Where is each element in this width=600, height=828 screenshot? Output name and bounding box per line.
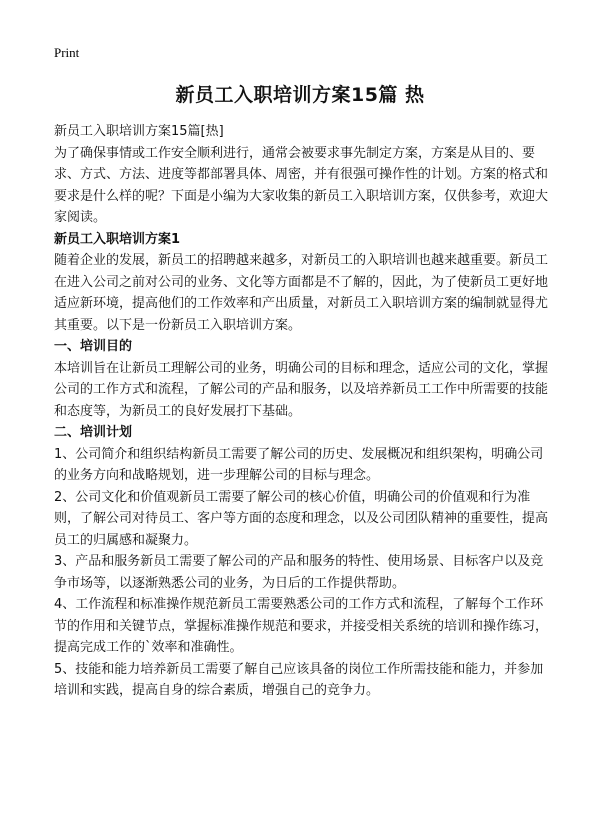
document-body bbox=[54, 121, 550, 702]
section-heading: 一、培训目的 bbox=[54, 339, 133, 354]
list-item: 3、产品和服务新员工需要了解公司的产品和服务的特性、使用场景、目标客户以及竞争市场等，以逐渐熟悉公司的业务，为日后的工作提供帮助。 bbox=[54, 554, 544, 591]
list-item: 2、公司文化和价值观新员工需要了解公司的核心价值，明确公司的价值观和行为准则，了解公司对待员工、客户等方面的态度和理念，以及公司团队精神的重要性，提高员工的归属感和凝聚力。 bbox=[54, 489, 549, 548]
list-item: 4、工作流程和标准操作规范新员工需要熟悉公司的工作方式和流程，了解每个工作环节的作用和关键节点，掌握标准操作规范和要求，并接受相关系统的培训和操作练习，提高完成工作的`效率和准确性。 bbox=[54, 597, 549, 655]
list-item: 5、技能和能力培养新员工需要了解自己应该具备的岗位工作所需技能和能力，并参加培训和实践，提高自身的综合素质，增强自己的竞争力。 bbox=[54, 661, 544, 698]
intro-paragraph: 为了确保事情或工作安全顺利进行，通常会被要求事先制定方案，方案是从目的、要求、方式、方法、进度等都部署具体、周密，并有很强可操作性的计划。方案的格式和要求是什么样的呢？下面是小编为大家收集的新员工入职培训方案，仅供参考，欢迎大家阅读。 bbox=[54, 145, 549, 225]
page-title: 新员工入职培训方案15篇 热 bbox=[175, 84, 425, 106]
list-item: 1、公司简介和组织结构新员工需要了解公司的历史、发展概况和组织架构，明确公司的业务方向和战略规划，进一步理解公司的目标与理念。 bbox=[54, 446, 544, 483]
document-subtitle: 新员工入职培训方案15篇[热] bbox=[54, 124, 224, 139]
print-link[interactable]: Print bbox=[54, 45, 80, 60]
paragraph: 本培训旨在让新员工理解公司的业务，明确公司的目标和理念，适应公司的文化，掌握公司的工作方式和流程，了解公司的产品和服务，以及培养新员工工作中所需要的技能和态度等，为新员工的良好发展打下基础。 bbox=[54, 360, 549, 419]
section-heading: 二、培训计划 bbox=[54, 425, 133, 440]
paragraph: 随着企业的发展，新员工的招聘越来越多，对新员工的入职培训也越来越重要。新员工在进入公司之前对公司的业务、文化等方面都是不了解的，因此，为了使新员工更好地适应新环境，提高他们的工作效率和产出质量，对新员工入职培训方案的编制就显得尤其重要。以下是一份新员工入职培训方案。 bbox=[54, 253, 549, 333]
section-heading: 新员工入职培训方案1 bbox=[54, 231, 181, 247]
